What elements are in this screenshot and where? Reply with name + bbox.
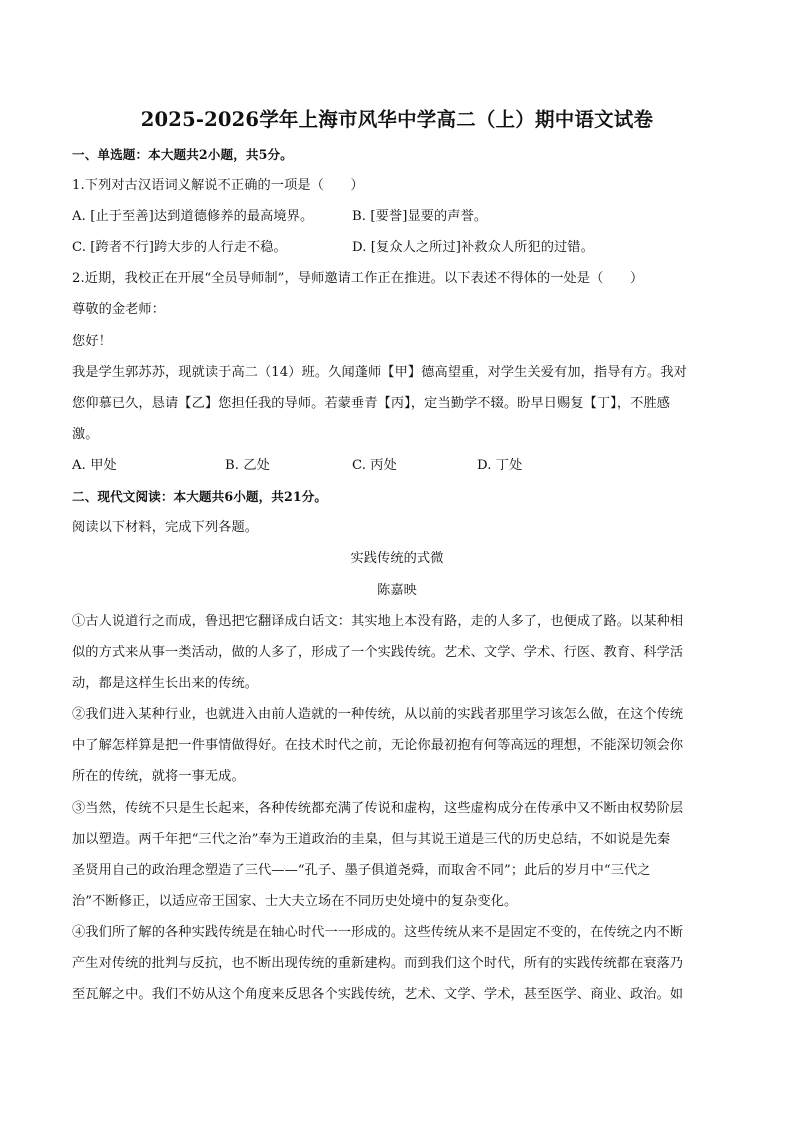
q2-letter-line: 激。 bbox=[72, 427, 99, 442]
exam-title: 2025-2026学年上海市风华中学高二（上）期中语文试卷 bbox=[140, 108, 654, 131]
q2-option-a[interactable]: A. 甲处 bbox=[72, 458, 117, 473]
q1-stem: 1.下列对古汉语词义解说不正确的一项是（ ） bbox=[72, 178, 364, 193]
q2-option-b[interactable]: B. 乙处 bbox=[225, 458, 270, 473]
section-2-heading: 二、现代文阅读：本大题共6小题，共21分。 bbox=[72, 489, 328, 504]
article-line: 至瓦解之中。我们不妨从这个角度来反思各个实践传统，艺术、文学、学术，甚至医学、商业、政治。如 bbox=[72, 987, 684, 1002]
reading-instruction: 阅读以下材料，完成下列各题。 bbox=[72, 520, 259, 535]
q2-salutation: 尊敬的金老师： bbox=[72, 302, 166, 317]
article-line: ①古人说道行之而成，鲁迅把它翻译成白话文：其实地上本没有路，走的人多了，也便成了路。以某种相 bbox=[72, 614, 684, 629]
q2-option-c[interactable]: C. 丙处 bbox=[352, 458, 397, 473]
article-author: 陈嘉映 bbox=[377, 583, 417, 598]
q2-greeting: 您好！ bbox=[72, 334, 112, 349]
article-line: 圣贤用自己的政治理念塑造了三代——“孔子、墨子俱道尧舜，而取舍不同”；此后的岁月中“三代之 bbox=[72, 863, 651, 878]
q2-stem: 2.近期，我校正在开展“全员导师制”，导师邀请工作正在推进。以下表述不得体的一处是（ ） bbox=[72, 271, 644, 286]
q2-letter-line: 您仰慕已久，恳请【乙】您担任我的导师。若蒙垂青【丙】，定当勤学不辍。盼早日赐复【丁】，不胜感 bbox=[72, 396, 671, 411]
article-line: 治”不断修正，以适应帝王国家、士大夫立场在不同历史处境中的复杂变化。 bbox=[72, 894, 518, 909]
q2-letter-line: 我是学生郭苏苏，现就读于高二（14）班。久闻蓬师【甲】德高望重，对学生关爱有加，指导有方。我对 bbox=[72, 365, 687, 380]
section-1-heading: 一、单选题：本大题共2小题，共5分。 bbox=[72, 147, 293, 162]
q1-option-d[interactable]: D. [复众人之所过]补救众人所犯的过错。 bbox=[352, 240, 594, 255]
q1-option-b[interactable]: B. [要誉]显要的声誉。 bbox=[352, 209, 488, 224]
article-line: 所在的传统，就将一事无成。 bbox=[72, 769, 245, 784]
article-line: 加以塑造。两千年把“三代之治”奉为王道政治的圭臬，但与其说王道是三代的历史总结，不如说是先秦 bbox=[72, 832, 671, 847]
q2-option-d[interactable]: D. 丁处 bbox=[477, 458, 523, 473]
q1-option-c[interactable]: C. [跨者不行]跨大步的人行走不稳。 bbox=[72, 240, 287, 255]
article-line: ④我们所了解的各种实践传统是在轴心时代一一形成的。这些传统从来不是固定不变的，在传统之内不断 bbox=[72, 925, 684, 940]
q1-option-a[interactable]: A. [止于至善]达到道德修养的最高境界。 bbox=[72, 209, 314, 224]
article-line: 动，都是这样生长出来的传统。 bbox=[72, 676, 259, 691]
article-line: 似的方式来从事一类活动，做的人多了，形成了一个实践传统。艺术、文学、学术、行医、教育、科学活 bbox=[72, 645, 684, 660]
article-line: ③当然，传统不只是生长起来，各种传统都充满了传说和虚构，这些虚构成分在传承中又不断由权势阶层 bbox=[72, 801, 684, 816]
article-title: 实践传统的式微 bbox=[350, 551, 444, 566]
article-line: ②我们进入某种行业，也就进入由前人造就的一种传统，从以前的实践者那里学习该怎么做，在这个传统 bbox=[72, 707, 684, 722]
article-line: 中了解怎样算是把一件事情做得好。在技术时代之前，无论你最初抱有何等高远的理想，不能深切领会你 bbox=[72, 738, 684, 753]
article-line: 产生对传统的批判与反抗，也不断出现传统的重新建构。而到我们这个时代，所有的实践传统都在衰落乃 bbox=[72, 956, 684, 971]
